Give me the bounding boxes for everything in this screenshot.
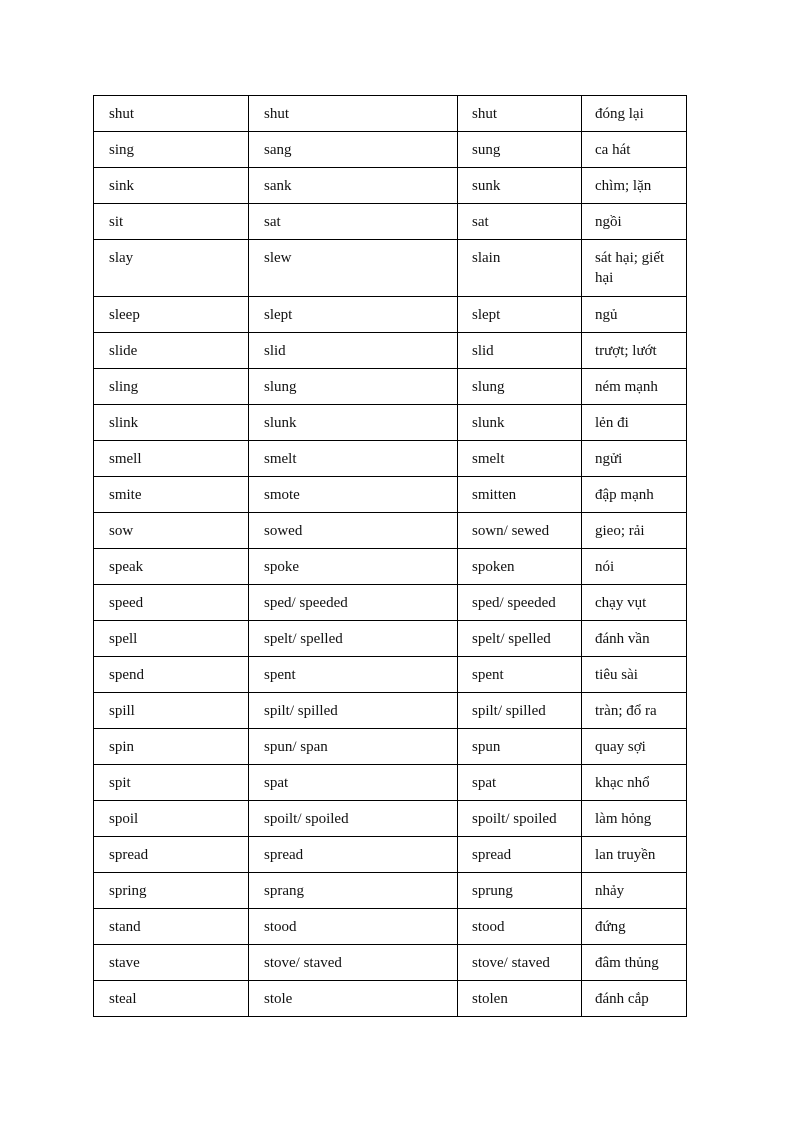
base-form-cell: spend (94, 657, 249, 693)
meaning-cell: trượt; lướt (582, 333, 687, 369)
past-participle-cell: slid (458, 333, 582, 369)
past-simple-cell: stole (249, 981, 458, 1017)
past-participle-cell: stove/ staved (458, 945, 582, 981)
base-form-cell: spill (94, 693, 249, 729)
past-simple-cell: smote (249, 477, 458, 513)
past-participle-cell: spread (458, 837, 582, 873)
past-simple-cell: smelt (249, 441, 458, 477)
meaning-cell: đánh vần (582, 621, 687, 657)
table-row (94, 477, 687, 513)
meaning-cell: chìm; lặn (582, 168, 687, 204)
past-participle-cell: slung (458, 369, 582, 405)
past-participle-cell: stolen (458, 981, 582, 1017)
base-form-cell: stand (94, 909, 249, 945)
meaning-cell: lan truyền (582, 837, 687, 873)
past-simple-cell: sowed (249, 513, 458, 549)
past-participle-cell: spun (458, 729, 582, 765)
past-participle-cell: spelt/ spelled (458, 621, 582, 657)
meaning-cell: lẻn đi (582, 405, 687, 441)
meaning-cell: ném mạnh (582, 369, 687, 405)
table-row (94, 441, 687, 477)
past-simple-cell: stood (249, 909, 458, 945)
past-participle-cell: spilt/ spilled (458, 693, 582, 729)
past-participle-cell: sped/ speeded (458, 585, 582, 621)
past-simple-cell: slung (249, 369, 458, 405)
table-row (94, 204, 687, 240)
meaning-cell: ngủ (582, 297, 687, 333)
past-simple-cell: spilt/ spilled (249, 693, 458, 729)
base-form-cell: slay (94, 240, 249, 297)
base-form-cell: steal (94, 981, 249, 1017)
meaning-cell: làm hỏng (582, 801, 687, 837)
table-body (94, 96, 687, 1017)
past-participle-cell: slain (458, 240, 582, 297)
table-row (94, 945, 687, 981)
past-participle-cell: stood (458, 909, 582, 945)
base-form-cell: sing (94, 132, 249, 168)
table-row (94, 909, 687, 945)
past-simple-cell: spat (249, 765, 458, 801)
past-simple-cell: spelt/ spelled (249, 621, 458, 657)
past-simple-cell: slept (249, 297, 458, 333)
table-row (94, 873, 687, 909)
past-simple-cell: slew (249, 240, 458, 297)
base-form-cell: spring (94, 873, 249, 909)
past-simple-cell: slid (249, 333, 458, 369)
base-form-cell: sleep (94, 297, 249, 333)
base-form-cell: slink (94, 405, 249, 441)
meaning-cell: nói (582, 549, 687, 585)
past-participle-cell: sat (458, 204, 582, 240)
past-simple-cell: sprang (249, 873, 458, 909)
meaning-cell: đóng lại (582, 96, 687, 132)
meaning-cell: đâm thủng (582, 945, 687, 981)
base-form-cell: smell (94, 441, 249, 477)
past-simple-cell: sped/ speeded (249, 585, 458, 621)
meaning-cell: khạc nhổ (582, 765, 687, 801)
past-participle-cell: spat (458, 765, 582, 801)
base-form-cell: sow (94, 513, 249, 549)
base-form-cell: shut (94, 96, 249, 132)
past-simple-cell: sat (249, 204, 458, 240)
base-form-cell: sink (94, 168, 249, 204)
base-form-cell: slide (94, 333, 249, 369)
past-simple-cell: slunk (249, 405, 458, 441)
base-form-cell: smite (94, 477, 249, 513)
table-row (94, 333, 687, 369)
base-form-cell: spell (94, 621, 249, 657)
past-simple-cell: spun/ span (249, 729, 458, 765)
base-form-cell: sit (94, 204, 249, 240)
meaning-cell: chạy vụt (582, 585, 687, 621)
past-simple-cell: spread (249, 837, 458, 873)
meaning-cell: đập mạnh (582, 477, 687, 513)
table-row (94, 513, 687, 549)
past-simple-cell: stove/ staved (249, 945, 458, 981)
past-participle-cell: slunk (458, 405, 582, 441)
past-simple-cell: shut (249, 96, 458, 132)
past-simple-cell: sank (249, 168, 458, 204)
past-simple-cell: sang (249, 132, 458, 168)
past-participle-cell: shut (458, 96, 582, 132)
past-participle-cell: sunk (458, 168, 582, 204)
past-participle-cell: spoken (458, 549, 582, 585)
table-row (94, 693, 687, 729)
table-row (94, 837, 687, 873)
past-participle-cell: smitten (458, 477, 582, 513)
meaning-cell: đứng (582, 909, 687, 945)
meaning-cell: sát hại; giết hại (582, 240, 687, 297)
past-participle-cell: sown/ sewed (458, 513, 582, 549)
table-row (94, 801, 687, 837)
table-row (94, 369, 687, 405)
past-participle-cell: spoilt/ spoiled (458, 801, 582, 837)
past-participle-cell: sung (458, 132, 582, 168)
meaning-cell: nhảy (582, 873, 687, 909)
meaning-cell: ngồi (582, 204, 687, 240)
meaning-cell: quay sợi (582, 729, 687, 765)
table-row (94, 549, 687, 585)
table-row (94, 96, 687, 132)
base-form-cell: stave (94, 945, 249, 981)
table-row (94, 981, 687, 1017)
meaning-cell: ngửi (582, 441, 687, 477)
meaning-cell: đánh cắp (582, 981, 687, 1017)
base-form-cell: speak (94, 549, 249, 585)
base-form-cell: spoil (94, 801, 249, 837)
meaning-cell: tiêu sài (582, 657, 687, 693)
base-form-cell: spin (94, 729, 249, 765)
table-row (94, 621, 687, 657)
base-form-cell: spit (94, 765, 249, 801)
base-form-cell: sling (94, 369, 249, 405)
past-participle-cell: spent (458, 657, 582, 693)
meaning-cell: ca hát (582, 132, 687, 168)
table-row (94, 168, 687, 204)
past-participle-cell: slept (458, 297, 582, 333)
past-simple-cell: spoilt/ spoiled (249, 801, 458, 837)
table-row (94, 765, 687, 801)
past-participle-cell: smelt (458, 441, 582, 477)
past-simple-cell: spoke (249, 549, 458, 585)
table-row (94, 132, 687, 168)
meaning-cell: tràn; đổ ra (582, 693, 687, 729)
past-simple-cell: spent (249, 657, 458, 693)
table-row (94, 657, 687, 693)
base-form-cell: spread (94, 837, 249, 873)
base-form-cell: speed (94, 585, 249, 621)
table-row (94, 297, 687, 333)
irregular-verbs-table (93, 95, 687, 1017)
table-row (94, 240, 687, 297)
table-row (94, 585, 687, 621)
past-participle-cell: sprung (458, 873, 582, 909)
table-row (94, 405, 687, 441)
table-row (94, 729, 687, 765)
meaning-cell: gieo; rải (582, 513, 687, 549)
